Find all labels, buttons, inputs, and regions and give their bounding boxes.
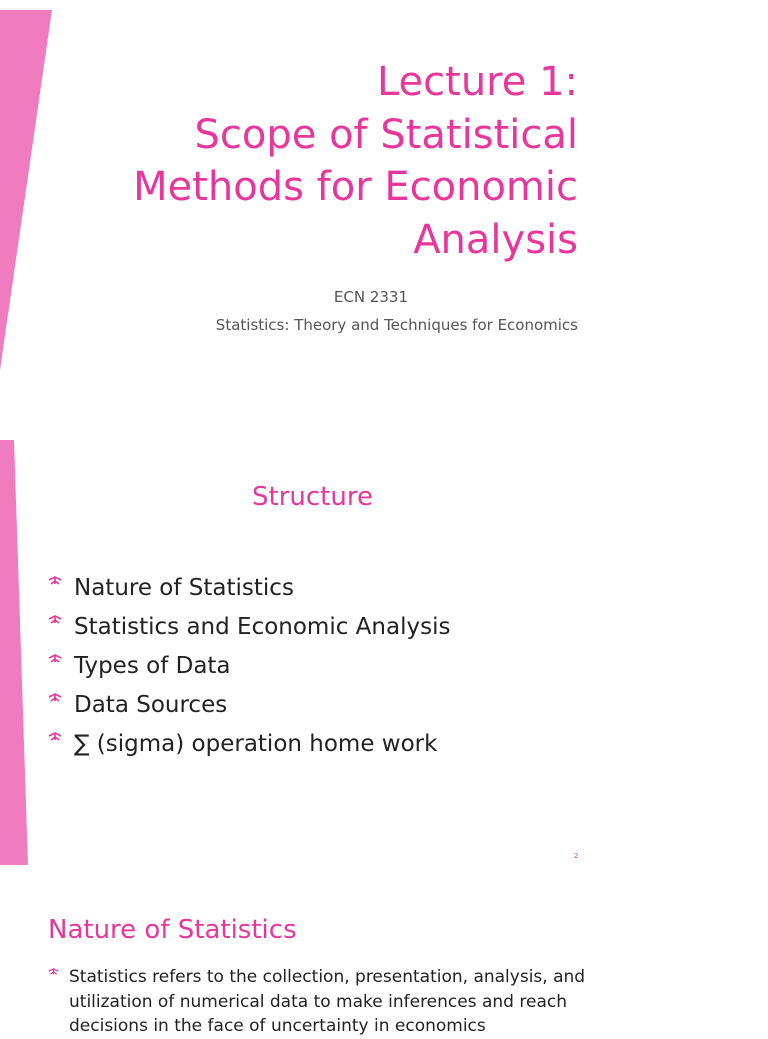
nature-title: Nature of Statistics xyxy=(48,915,297,945)
list-item-label: ∑ (sigma) operation home work xyxy=(74,730,438,757)
list-item xyxy=(48,646,450,685)
structure-list xyxy=(48,568,450,763)
list-item xyxy=(48,724,450,763)
page-number: 2 xyxy=(574,852,579,860)
nature-of-statistics-slide xyxy=(0,867,768,1036)
title-line-1: Lecture 1: xyxy=(376,59,578,105)
list-item xyxy=(48,685,450,724)
title-slide xyxy=(0,0,768,440)
list-item-label: Types of Data xyxy=(74,652,231,679)
structure-slide xyxy=(0,440,768,867)
asterisk-bullet-icon xyxy=(48,693,62,707)
structure-title: Structure xyxy=(252,482,373,512)
course-name: Statistics: Theory and Techniques for Economics xyxy=(215,316,578,334)
course-code: ECN 2331 xyxy=(333,288,408,306)
title-line-2: Scope of Statistical xyxy=(194,111,578,158)
list-item xyxy=(48,568,450,607)
asterisk-bullet-icon xyxy=(48,732,62,746)
title-line-3: Methods for Economic xyxy=(133,164,578,210)
asterisk-bullet-icon xyxy=(48,615,62,629)
asterisk-bullet-icon xyxy=(48,968,59,979)
list-item-label: Statistics and Economic Analysis xyxy=(74,613,451,640)
definition-bullet xyxy=(48,965,588,1039)
title-line-4: Analysis xyxy=(413,216,578,263)
definition-text: Statistics refers to the collection, presentation, analysis, and utilization of numerical data to make inferences and reach decisions in the face of uncertainty in economics xyxy=(69,967,586,1036)
list-item xyxy=(48,607,450,646)
list-item-label: Data Sources xyxy=(74,691,228,718)
asterisk-bullet-icon xyxy=(48,576,62,590)
pink-decorative-band xyxy=(0,440,40,867)
asterisk-bullet-icon xyxy=(48,654,62,668)
list-item-label: Nature of Statistics xyxy=(74,574,294,601)
lecture-title xyxy=(18,56,578,266)
